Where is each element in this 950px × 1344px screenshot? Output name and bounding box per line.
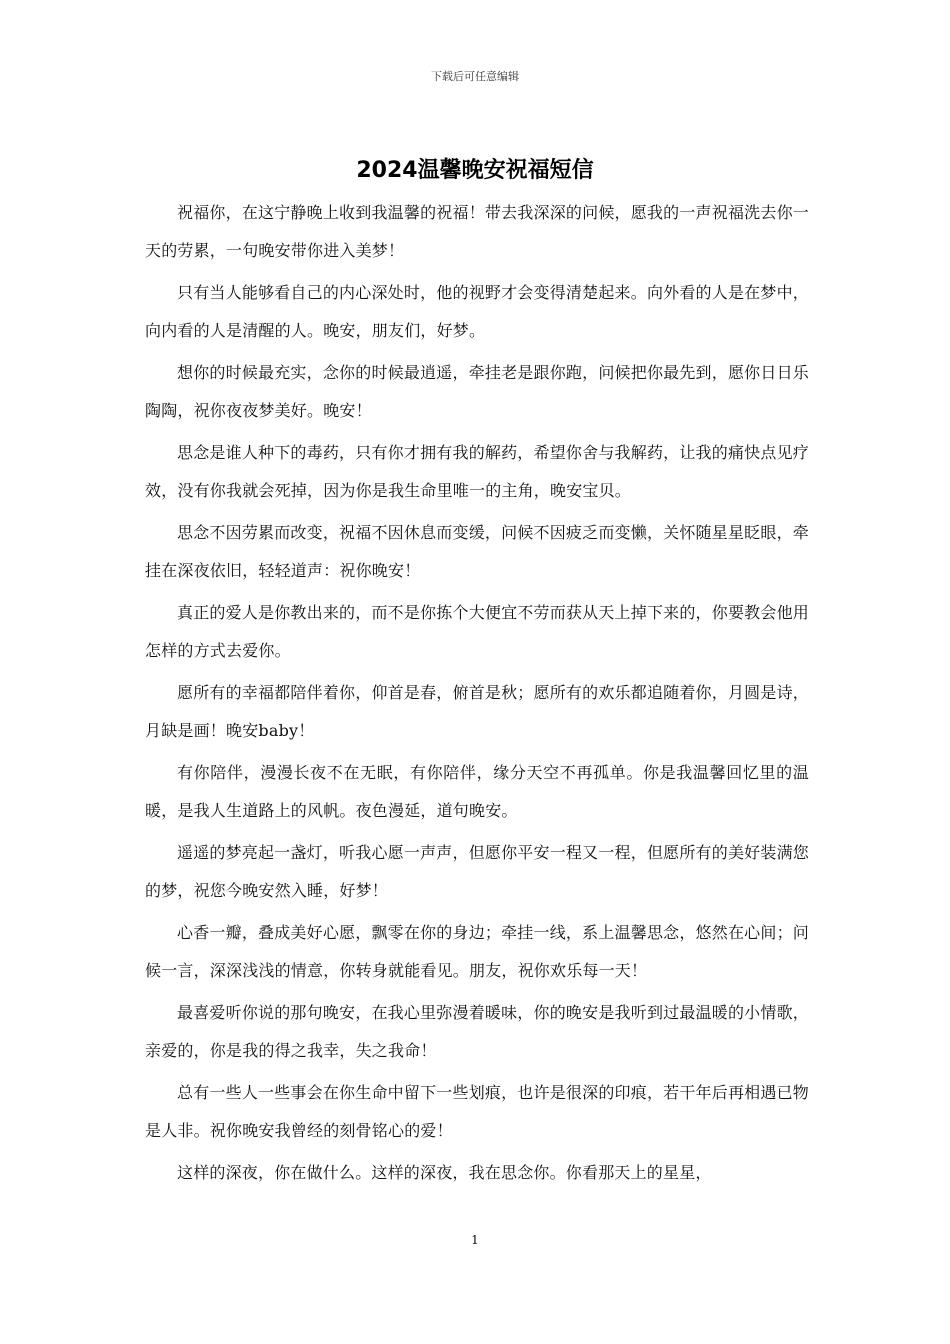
paragraph: 真正的爱人是你教出来的，而不是你拣个大便宜不劳而获从天上掉下来的，你要教会他用怎样的方式去爱你。 — [145, 603, 809, 660]
paragraph: 最喜爱听你说的那句晚安，在我心里弥漫着暖味，你的晚安是我听到过最温暖的小情歌，亲爱的，你是我的得之我幸，失之我命！ — [145, 1003, 809, 1060]
paragraph: 思念不因劳累而改变，祝福不因休息而变缓，问候不因疲乏而变懒，关怀随星星眨眼，牵挂在深夜依旧，轻轻道声：祝你晚安！ — [145, 523, 809, 580]
paragraph: 祝福你，在这宁静晚上收到我温馨的祝福！带去我深深的问候，愿我的一声祝福洗去你一天的劳累，一句晚安带你进入美梦！ — [145, 203, 809, 260]
document-title: 2024温馨晚安祝福短信 — [356, 158, 594, 183]
paragraph: 这样的深夜，你在做什么。这样的深夜，我在思念你。你看那天上的星星， — [177, 1163, 712, 1182]
paragraph: 只有当人能够看自己的内心深处时，他的视野才会变得清楚起来。向外看的人是在梦中，向内看的人是清醒的人。晚安，朋友们，好梦。 — [145, 283, 809, 340]
paragraph: 有你陪伴，漫漫长夜不在无眠，有你陪伴，缘分天空不再孤单。你是我温馨回忆里的温暖，是我人生道路上的风帆。夜色漫延，道句晚安。 — [145, 763, 809, 820]
paragraph: 愿所有的幸福都陪伴着你，仰首是春，俯首是秋；愿所有的欢乐都追随着你，月圆是诗，月缺是画！晚安baby！ — [145, 683, 809, 740]
paragraph: 思念是谁人种下的毒药，只有你才拥有我的解药，希望你舍与我解药，让我的痛快点见疗效，没有你我就会死掉，因为你是我生命里唯一的主角，晚安宝贝。 — [145, 443, 809, 500]
paragraph: 心香一瓣，叠成美好心愿，飘零在你的身边；牵挂一线，系上温馨思念，悠然在心间；问候一言，深深浅浅的情意，你转身就能看见。朋友，祝你欢乐每一天！ — [145, 923, 809, 980]
page-number: 1 — [471, 1233, 479, 1247]
paragraph: 遥遥的梦亮起一盏灯，听我心愿一声声，但愿你平安一程又一程，但愿所有的美好装满您的梦，祝您今晚安然入睡，好梦！ — [145, 843, 809, 900]
paragraph: 总有一些人一些事会在你生命中留下一些划痕，也许是很深的印痕，若干年后再相遇已物是人非。祝你晚安我曾经的刻骨铭心的爱！ — [145, 1083, 809, 1140]
document-body — [145, 194, 809, 1197]
paragraph: 想你的时候最充实，念你的时候最逍遥，牵挂老是跟你跑，问候把你最先到，愿你日日乐陶陶，祝你夜夜梦美好。晚安！ — [145, 363, 809, 420]
header-note: 下载后可任意编辑 — [431, 70, 519, 83]
